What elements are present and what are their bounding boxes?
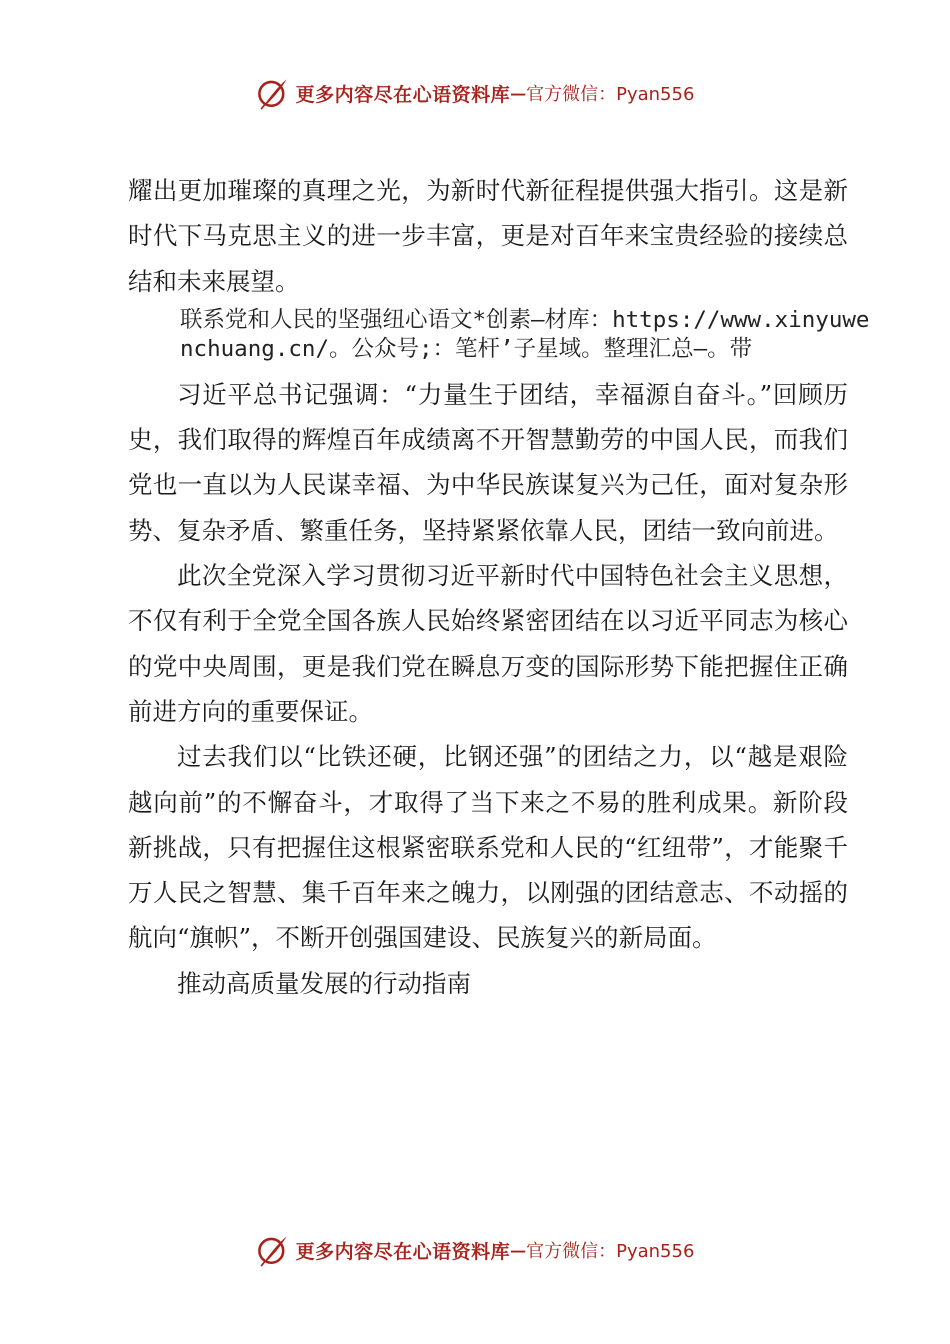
footer-banner-text: 更多内容尽在心语资料库 xyxy=(295,1240,511,1263)
paragraph-4: 过去我们以“比铁还硬，比钢还强”的团结之力，以“越是艰险越向前”的不懈奋斗，才取得了当下来之不易的胜利成果。新阶段新挑战，只有把握住这根紧密联系党和人民的“红纽带”，才能聚千万人民之智慧、集千百年来之魄力，以刚强的团结意志、不动摇的航向“旗帜”，不断开创强国建设、民族复兴的新局面。 xyxy=(128,742,848,953)
watermark-note: 联系党和人民的坚强纽心语文*创素—材库：https://www.xinyuwenchuang.cn/。公众号;：笔杆’子星域。整理汇总—。带 xyxy=(180,306,870,362)
paragraph-3: 此次全党深入学习贯彻习近平新时代中国特色社会主义思想，不仅有利于全党全国各族人民始终紧密团结在以习近平同志为核心的党中央周围，更是我们党在瞬息万变的国际形势下能把握住正确前进方向的重要保证。 xyxy=(128,561,848,726)
document-body xyxy=(128,168,870,1006)
paragraph-2: 习近平总书记强调：“力量生于团结，幸福源自奋斗。”回顾历史，我们取得的辉煌百年成绩离不开智慧勤劳的中国人民，而我们党也一直以为人民谋幸福、为中华民族谋复兴为己任，面对复杂形势、复杂矛盾、繁重任务，坚持紧紧依靠人民，团结一致向前进。 xyxy=(128,379,848,545)
footer-banner-dash: — xyxy=(510,1240,527,1260)
header-banner-text: 更多内容尽在心语资料库 xyxy=(295,83,511,106)
header-banner-dash: — xyxy=(510,83,527,103)
header-banner-contact: 官方微信：Pyan556 xyxy=(526,84,695,105)
feather-pen-icon xyxy=(256,1233,290,1267)
paragraph-1: 耀出更加璀璨的真理之光，为新时代新征程提供强大指引。这是新时代下马克思主义的进一步丰富，更是对百年来宝贵经验的接续总结和未来展望。 xyxy=(128,176,848,296)
footer-banner xyxy=(0,1228,950,1272)
feather-pen-icon xyxy=(256,76,290,110)
header-banner xyxy=(0,71,950,115)
footer-banner-contact: 官方微信：Pyan556 xyxy=(526,1241,695,1262)
section-heading: 推动高质量发展的行动指南 xyxy=(177,968,471,998)
